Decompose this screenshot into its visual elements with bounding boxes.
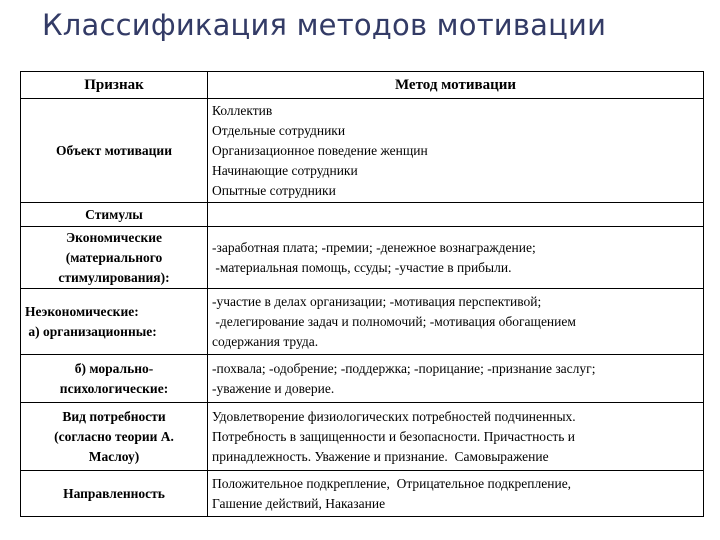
- sign-text: б) морально-: [74, 360, 154, 376]
- sign-text: Объект мотивации: [56, 142, 172, 158]
- sign-cell: [21, 99, 208, 203]
- method-line: Опытные сотрудники: [212, 182, 336, 198]
- sign-cell: [21, 403, 208, 471]
- method-line: -заработная плата; -премии; -денежное вознаграждение;: [212, 239, 536, 255]
- sign-text: (согласно теории А.: [54, 428, 174, 444]
- method-line: принадлежность. Уважение и признание. Самовыражение: [212, 448, 549, 464]
- table-row: [21, 203, 704, 227]
- sign-text: Экономические: [65, 229, 163, 245]
- table-row: [21, 355, 704, 403]
- table-row: [21, 289, 704, 355]
- sign-text: Вид потребности: [62, 408, 166, 424]
- sign-cell: [21, 355, 208, 403]
- method-cell: [208, 289, 704, 355]
- table-row: [21, 99, 704, 203]
- method-cell: [208, 99, 704, 203]
- method-line: содержания труда.: [212, 333, 319, 349]
- slide-title: Классификация методов мотивации: [42, 8, 607, 42]
- method-cell: [208, 403, 704, 471]
- method-line: Гашение действий, Наказание: [212, 495, 386, 511]
- sign-cell: [21, 203, 208, 227]
- sign-text: Неэкономические:: [25, 303, 139, 319]
- sign-text: Маслоу): [88, 448, 140, 464]
- sign-text: (материального: [65, 249, 163, 265]
- method-line: -участие в делах организации; -мотивация перспективой;: [212, 293, 542, 309]
- sign-cell: [21, 289, 208, 355]
- method-line: -материальная помощь, ссуды; -участие в прибыли.: [212, 259, 512, 275]
- sign-cell: [21, 227, 208, 289]
- method-line: Положительное подкрепление, Отрицательное подкрепление,: [212, 475, 572, 491]
- method-line: Начинающие сотрудники: [212, 162, 358, 178]
- header-sign: Признак: [21, 72, 208, 99]
- method-cell: [208, 227, 704, 289]
- method-line: Удовлетворение физиологических потребностей подчиненных.: [212, 408, 576, 424]
- table-row: [21, 471, 704, 517]
- sign-text: Стимулы: [85, 206, 143, 222]
- motivation-methods-table: [20, 71, 704, 517]
- method-line: Отдельные сотрудники: [212, 122, 346, 138]
- method-line: Потребность в защищенности и безопасности. Причастность и: [212, 428, 576, 444]
- method-line: Коллектив: [212, 102, 273, 118]
- sign-text: Направленность: [63, 485, 165, 501]
- sign-text: психологические:: [59, 380, 169, 396]
- method-cell: [208, 471, 704, 517]
- method-line: -уважение и доверие.: [212, 380, 335, 396]
- sign-text: стимулирования):: [58, 269, 170, 285]
- method-line: -похвала; -одобрение; -поддержка; -порицание; -признание заслуг;: [212, 360, 596, 376]
- sign-text: а) организационные:: [25, 323, 157, 339]
- method-line: Организационное поведение женщин: [212, 142, 428, 158]
- method-cell: [208, 203, 704, 227]
- sign-cell: [21, 471, 208, 517]
- table-header-row: [21, 72, 704, 99]
- method-line: -делегирование задач и полномочий; -мотивация обогащением: [212, 313, 576, 329]
- header-method: Метод мотивации: [208, 72, 704, 99]
- method-cell: [208, 355, 704, 403]
- table-row: [21, 403, 704, 471]
- table-row: [21, 227, 704, 289]
